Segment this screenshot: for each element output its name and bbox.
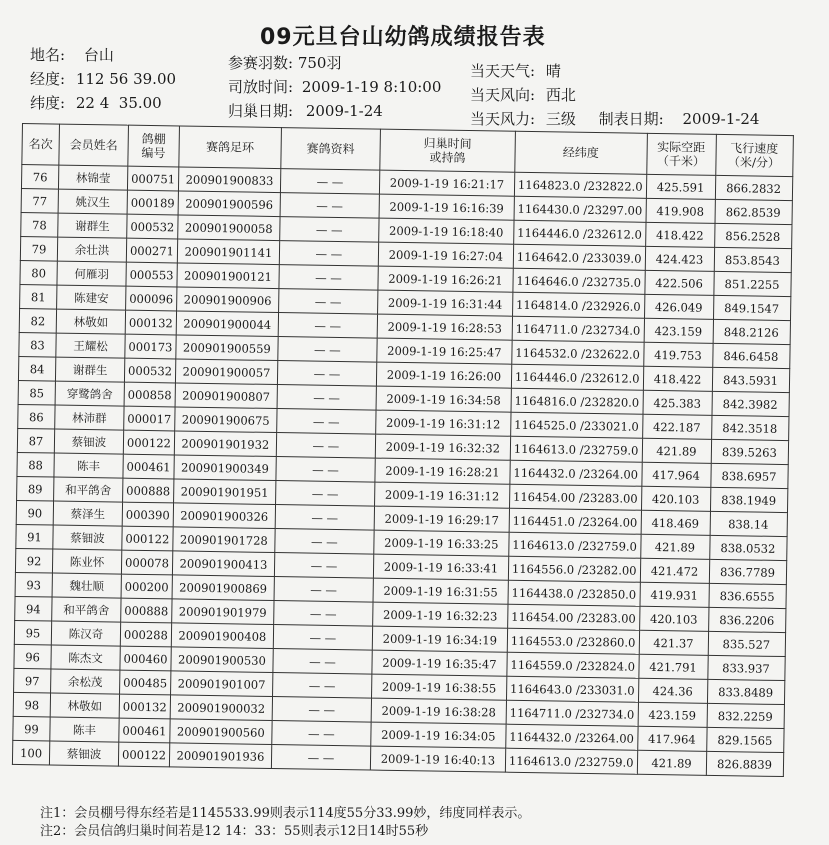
- cell-loft: 000132: [119, 694, 170, 719]
- cell-rank: 97: [14, 668, 51, 693]
- wind-dir-line: [470, 84, 576, 105]
- longitude-value: 112 56 39.00: [75, 70, 177, 88]
- release-line: [228, 76, 441, 97]
- cell-rank: 98: [13, 692, 50, 717]
- cell-coords: 1164553.0 /232860.0: [507, 628, 639, 654]
- cell-coords: 116454.00 /23283.00: [508, 604, 640, 630]
- cell-ring: 200901900833: [178, 167, 280, 193]
- cell-rank: 88: [17, 452, 54, 477]
- table-body: [12, 165, 792, 777]
- cell-distance: 424.423: [645, 246, 714, 271]
- cell-ring: 200901900807: [175, 383, 277, 409]
- cell-info: — —: [271, 744, 370, 770]
- cell-coords: 1164643.0 /233031.0: [506, 676, 638, 702]
- cell-ring: 200901900560: [170, 719, 272, 745]
- cell-speed: 835.527: [708, 631, 785, 656]
- cell-loft: 000532: [127, 214, 178, 239]
- cell-coords: 1164613.0 /232759.0: [509, 532, 641, 558]
- cell-ring: 200901900044: [176, 311, 278, 337]
- cell-distance: 423.159: [644, 318, 713, 343]
- cell-coords: 1164446.0 /232612.0: [511, 364, 643, 390]
- latitude-value: 22 4 35.00: [75, 94, 162, 112]
- cell-ring: 200901900121: [177, 263, 279, 289]
- cell-info: — —: [277, 361, 376, 387]
- cell-distance: 421.791: [638, 654, 707, 679]
- cell-member: 林敬如: [50, 693, 119, 718]
- cell-info: — —: [278, 337, 377, 363]
- cell-coords: 1164430.0 /23297.00: [514, 196, 646, 222]
- cell-member: 蔡钿波: [53, 525, 122, 550]
- cell-info: — —: [276, 457, 375, 483]
- cell-loft: 000271: [126, 238, 177, 263]
- cell-rank: 86: [18, 404, 55, 429]
- cell-speed: 851.2255: [713, 271, 790, 296]
- cell-speed: 848.2126: [713, 319, 790, 344]
- cell-distance: 425.383: [643, 390, 712, 415]
- cell-member: 余壮洪: [57, 237, 126, 262]
- cell-rank: 78: [21, 212, 58, 237]
- cell-speed: 833.8489: [707, 679, 784, 704]
- cell-ring: 200901900057: [175, 359, 277, 385]
- cell-loft: 000461: [119, 718, 170, 743]
- cell-ring: 200901900869: [172, 575, 274, 601]
- cell-time: 2009-1-19 16:27:04: [378, 242, 513, 268]
- cell-time: 2009-1-19 16:34:19: [372, 626, 507, 652]
- latitude-line: [30, 92, 162, 113]
- cell-rank: 91: [16, 524, 53, 549]
- cell-info: — —: [277, 409, 376, 435]
- cell-rank: 92: [15, 548, 52, 573]
- cell-distance: 419.931: [639, 582, 708, 607]
- cell-rank: 76: [21, 165, 58, 190]
- cell-time: 2009-1-19 16:29:17: [374, 506, 509, 532]
- cell-member: 和平鸽舍: [52, 597, 121, 622]
- cell-time: 2009-1-19 16:18:40: [379, 218, 514, 244]
- notes: [40, 805, 530, 841]
- cell-speed: 826.8839: [706, 751, 783, 776]
- cell-info: — —: [278, 313, 377, 339]
- cell-loft: 000888: [123, 478, 174, 503]
- cell-ring: 200901901007: [170, 671, 272, 697]
- cell-time: 2009-1-19 16:34:58: [376, 386, 511, 412]
- count-line: [228, 52, 341, 73]
- cell-ring: 200901900559: [176, 335, 278, 361]
- cell-rank: 96: [14, 644, 51, 669]
- cell-speed: 836.7789: [709, 559, 786, 584]
- cell-loft: 000122: [122, 526, 173, 551]
- cell-speed: 832.2259: [707, 703, 784, 728]
- cell-rank: 89: [17, 476, 54, 501]
- cell-coords: 1164559.0 /232824.0: [507, 652, 639, 678]
- cell-time: 2009-1-19 16:33:25: [374, 530, 509, 556]
- cell-loft: 000532: [124, 358, 175, 383]
- cell-distance: 421.37: [639, 630, 708, 655]
- cell-info: — —: [272, 673, 371, 699]
- cell-speed: 838.0532: [709, 535, 786, 560]
- cell-info: — —: [280, 193, 379, 219]
- cell-member: 陈丰: [54, 453, 123, 478]
- cell-loft: 000132: [125, 310, 176, 335]
- longitude-line: [30, 68, 176, 89]
- cell-member: 余松茂: [51, 669, 120, 694]
- cell-ring: 200901900530: [171, 647, 273, 673]
- cell-coords: 1164814.0 /232926.0: [512, 292, 644, 318]
- cell-time: 2009-1-19 16:33:41: [373, 554, 508, 580]
- cell-time: 2009-1-19 16:34:05: [371, 722, 506, 748]
- page-title: 09元旦台山幼鸽成绩报告表: [260, 25, 546, 50]
- cell-distance: 420.103: [641, 486, 710, 511]
- cell-info: — —: [278, 289, 377, 315]
- cell-loft: 000078: [121, 550, 172, 575]
- cell-rank: 81: [20, 284, 57, 309]
- cell-coords: 1164613.0 /232759.0: [510, 436, 642, 462]
- cell-speed: 842.3518: [711, 415, 788, 440]
- cell-distance: 419.908: [646, 198, 715, 223]
- cell-member: 和平鸽舍: [54, 477, 123, 502]
- cell-speed: 833.937: [707, 655, 784, 680]
- col-coords: 经纬度: [515, 131, 647, 174]
- cell-speed: 838.14: [710, 511, 787, 536]
- cell-loft: 000390: [122, 502, 173, 527]
- cell-distance: 417.964: [637, 726, 706, 751]
- cell-ring: 200901901951: [173, 479, 275, 505]
- cell-speed: 836.2206: [708, 607, 785, 632]
- cell-loft: 000858: [124, 382, 175, 407]
- weather-label: 当天天气:: [470, 62, 536, 80]
- wind-dir-value: 西北: [545, 86, 576, 104]
- cell-ring: 200901900675: [175, 407, 277, 433]
- cell-speed: 842.3982: [711, 391, 788, 416]
- cell-member: 谢群生: [58, 213, 127, 238]
- cell-speed: 838.1949: [710, 487, 787, 512]
- count-value: 750羽: [297, 54, 342, 72]
- cell-time: 2009-1-19 16:31:12: [374, 482, 509, 508]
- cell-speed: 838.6957: [710, 463, 787, 488]
- location-value: 台山: [83, 46, 114, 64]
- cell-member: 林锦莹: [58, 165, 127, 190]
- cell-time: 2009-1-19 16:40:13: [370, 746, 505, 772]
- cell-member: 林敬如: [56, 309, 125, 334]
- cell-loft: 000173: [125, 334, 176, 359]
- cell-member: 陈建安: [57, 285, 126, 310]
- cell-speed: 866.2832: [715, 175, 792, 200]
- cell-speed: 843.5931: [712, 367, 789, 392]
- cell-ring: 200901900408: [171, 623, 273, 649]
- return-value: 2009-1-24: [305, 102, 383, 120]
- cell-rank: 77: [21, 188, 58, 213]
- cell-info: — —: [272, 721, 371, 747]
- cell-ring: 200901901936: [169, 743, 271, 769]
- cell-distance: 419.753: [643, 342, 712, 367]
- cell-time: 2009-1-19 16:25:47: [377, 338, 512, 364]
- cell-time: 2009-1-19 16:32:23: [373, 602, 508, 628]
- cell-loft: 000017: [124, 406, 175, 431]
- cell-time: 2009-1-19 16:32:32: [375, 434, 510, 460]
- col-rank: 名次: [22, 124, 60, 166]
- cell-member: 陈杰文: [51, 645, 120, 670]
- cell-rank: 93: [15, 572, 52, 597]
- wind-force-line: [470, 108, 759, 129]
- cell-member: 蔡钿波: [54, 429, 123, 454]
- cell-time: 2009-1-19 16:35:47: [372, 650, 507, 676]
- cell-distance: 420.103: [639, 606, 708, 631]
- cell-ring: 200901900349: [174, 455, 276, 481]
- release-value: 2009-1-19 8:10:00: [301, 78, 442, 96]
- cell-info: — —: [273, 649, 372, 675]
- cell-time: 2009-1-19 16:26:21: [378, 266, 513, 292]
- cell-info: — —: [277, 385, 376, 411]
- made-label: 制表日期:: [598, 110, 664, 128]
- col-ring: 赛鸽足环: [179, 126, 282, 169]
- cell-member: 姚汉生: [58, 189, 127, 214]
- weather-line: [470, 60, 561, 81]
- cell-coords: 1164816.0 /232820.0: [511, 388, 643, 414]
- col-time: 归巢时间 或持鸽: [380, 129, 516, 172]
- latitude-label: 纬度:: [30, 94, 66, 112]
- cell-coords: 1164432.0 /23264.00: [506, 724, 638, 750]
- wind-dir-label: 当天风向:: [470, 86, 536, 104]
- cell-speed: 846.6458: [712, 343, 789, 368]
- cell-info: — —: [274, 601, 373, 627]
- return-label: 归巢日期:: [228, 102, 294, 120]
- cell-rank: 84: [18, 356, 55, 381]
- cell-loft: 000288: [120, 622, 171, 647]
- results-table: [12, 123, 793, 777]
- cell-ring: 200901900906: [176, 287, 278, 313]
- cell-speed: 849.1547: [713, 295, 790, 320]
- longitude-label: 经度:: [30, 70, 66, 88]
- cell-distance: 421.89: [637, 750, 706, 775]
- cell-info: — —: [275, 529, 374, 555]
- cell-loft: 000461: [123, 454, 174, 479]
- cell-rank: 90: [16, 500, 53, 525]
- cell-speed: 829.1565: [706, 727, 783, 752]
- cell-coords: 1164711.0 /232734.0: [512, 316, 644, 342]
- cell-ring: 200901900326: [173, 503, 275, 529]
- cell-info: — —: [272, 697, 371, 723]
- cell-loft: 000751: [127, 166, 178, 191]
- cell-distance: 418.469: [641, 510, 710, 535]
- cell-info: — —: [275, 481, 374, 507]
- cell-time: 2009-1-19 16:31:55: [373, 578, 508, 604]
- cell-coords: 1164711.0 /232734.0: [506, 700, 638, 726]
- cell-loft: 000122: [118, 742, 169, 767]
- col-loft: 鸽棚 编号: [128, 125, 180, 167]
- cell-time: 2009-1-19 16:31:12: [376, 410, 511, 436]
- cell-distance: 421.472: [640, 558, 709, 583]
- cell-distance: 423.159: [638, 702, 707, 727]
- cell-distance: 425.591: [646, 174, 715, 199]
- cell-info: — —: [280, 217, 379, 243]
- cell-coords: 1164823.0 /232822.0: [514, 172, 646, 198]
- cell-rank: 85: [18, 380, 55, 405]
- cell-ring: 200901901728: [173, 527, 275, 553]
- note-2: 注2：会员信鸽归巢时间若是12 14：33：55则表示12日14时55秒: [40, 824, 429, 839]
- cell-rank: 79: [20, 236, 57, 261]
- cell-coords: 116454.00 /23283.00: [509, 484, 641, 510]
- cell-info: — —: [279, 241, 378, 267]
- cell-loft: 000460: [120, 646, 171, 671]
- cell-speed: 853.8543: [714, 247, 791, 272]
- location-label: 地名:: [30, 46, 66, 64]
- cell-time: 2009-1-19 16:16:39: [379, 194, 514, 220]
- cell-info: — —: [280, 169, 379, 195]
- cell-speed: 862.8539: [715, 199, 792, 224]
- cell-member: 蔡钿波: [49, 741, 118, 766]
- cell-coords: 1164642.0 /233039.0: [513, 244, 645, 270]
- cell-ring: 200901900413: [172, 551, 274, 577]
- cell-rank: 83: [19, 332, 56, 357]
- col-member: 会员姓名: [59, 124, 129, 166]
- return-line: [228, 100, 383, 121]
- cell-rank: 99: [13, 716, 50, 741]
- cell-member: 陈丰: [50, 717, 119, 742]
- cell-distance: 418.422: [643, 366, 712, 391]
- cell-distance: 417.964: [641, 462, 710, 487]
- cell-speed: 856.2528: [714, 223, 791, 248]
- cell-rank: 95: [14, 620, 51, 645]
- cell-ring: 200901900058: [178, 215, 280, 241]
- cell-loft: 000200: [121, 574, 172, 599]
- cell-coords: 1164556.0 /23282.00: [508, 556, 640, 582]
- col-speed: 飞行速度 （米/分）: [715, 134, 793, 176]
- weather-value: 晴: [545, 62, 561, 80]
- cell-coords: 1164451.0 /23264.00: [509, 508, 641, 534]
- cell-distance: 422.187: [642, 414, 711, 439]
- release-label: 司放时间:: [228, 78, 294, 96]
- cell-coords: 1164432.0 /23264.00: [510, 460, 642, 486]
- cell-member: 王耀松: [56, 333, 125, 358]
- made-value: 2009-1-24: [682, 110, 760, 128]
- cell-info: — —: [276, 433, 375, 459]
- cell-coords: 1164438.0 /232850.0: [508, 580, 640, 606]
- cell-loft: 000553: [126, 262, 177, 287]
- cell-distance: 421.89: [642, 438, 711, 463]
- location-line: [30, 44, 114, 65]
- cell-member: 穿鹭鸽舍: [55, 381, 124, 406]
- col-distance: 实际空距 （千米）: [646, 133, 716, 175]
- cell-ring: 200901900596: [178, 191, 280, 217]
- cell-coords: 1164446.0 /232612.0: [514, 220, 646, 246]
- cell-time: 2009-1-19 16:21:17: [379, 170, 514, 196]
- cell-rank: 82: [19, 308, 56, 333]
- count-label: 参赛羽数:: [228, 54, 294, 72]
- cell-member: 陈汉奇: [51, 621, 120, 646]
- cell-loft: 000189: [127, 190, 178, 215]
- cell-time: 2009-1-19 16:28:21: [375, 458, 510, 484]
- cell-time: 2009-1-19 16:38:55: [371, 674, 506, 700]
- cell-coords: 1164525.0 /233021.0: [511, 412, 643, 438]
- cell-member: 林沛群: [55, 405, 124, 430]
- cell-distance: 424.36: [638, 678, 707, 703]
- cell-time: 2009-1-19 16:26:00: [376, 362, 511, 388]
- cell-info: — —: [274, 577, 373, 603]
- wind-force-label: 当天风力:: [470, 110, 536, 128]
- cell-coords: 1164646.0 /232735.0: [513, 268, 645, 294]
- note-1: 注1：会员棚号得东经若是1145533.99则表示114度55分33.99妙，纬度同样表示。: [40, 806, 531, 821]
- cell-rank: 94: [15, 596, 52, 621]
- wind-force-value: 三级: [545, 110, 576, 128]
- cell-time: 2009-1-19 16:38:28: [371, 698, 506, 724]
- cell-loft: 000122: [123, 430, 174, 455]
- cell-distance: 426.049: [644, 294, 713, 319]
- cell-ring: 200901900032: [170, 695, 272, 721]
- cell-loft: 000485: [120, 670, 171, 695]
- cell-info: — —: [279, 265, 378, 291]
- cell-time: 2009-1-19 16:31:44: [377, 290, 512, 316]
- cell-time: 2009-1-19 16:28:53: [377, 314, 512, 340]
- cell-member: 陈业怀: [52, 549, 121, 574]
- cell-member: 谢群生: [55, 357, 124, 382]
- cell-info: — —: [273, 625, 372, 651]
- cell-ring: 200901901141: [177, 239, 279, 265]
- cell-rank: 100: [12, 740, 49, 765]
- cell-coords: 1164532.0 /232622.0: [512, 340, 644, 366]
- cell-distance: 421.89: [640, 534, 709, 559]
- cell-info: — —: [274, 553, 373, 579]
- cell-ring: 200901901932: [174, 431, 276, 457]
- cell-member: 蔡泽生: [53, 501, 122, 526]
- cell-loft: 000096: [126, 286, 177, 311]
- cell-ring: 200901901979: [172, 599, 274, 625]
- cell-rank: 80: [20, 260, 57, 285]
- cell-distance: 418.422: [645, 222, 714, 247]
- cell-rank: 87: [17, 428, 54, 453]
- cell-member: 魏壮顺: [52, 573, 121, 598]
- cell-member: 何雁羽: [57, 261, 126, 286]
- cell-distance: 422.506: [644, 270, 713, 295]
- cell-speed: 836.6555: [708, 583, 785, 608]
- cell-coords: 1164613.0 /232759.0: [505, 748, 637, 774]
- cell-loft: 000888: [121, 598, 172, 623]
- cell-speed: 839.5263: [711, 439, 788, 464]
- col-info: 赛鸽资料: [281, 128, 381, 171]
- cell-info: — —: [275, 505, 374, 531]
